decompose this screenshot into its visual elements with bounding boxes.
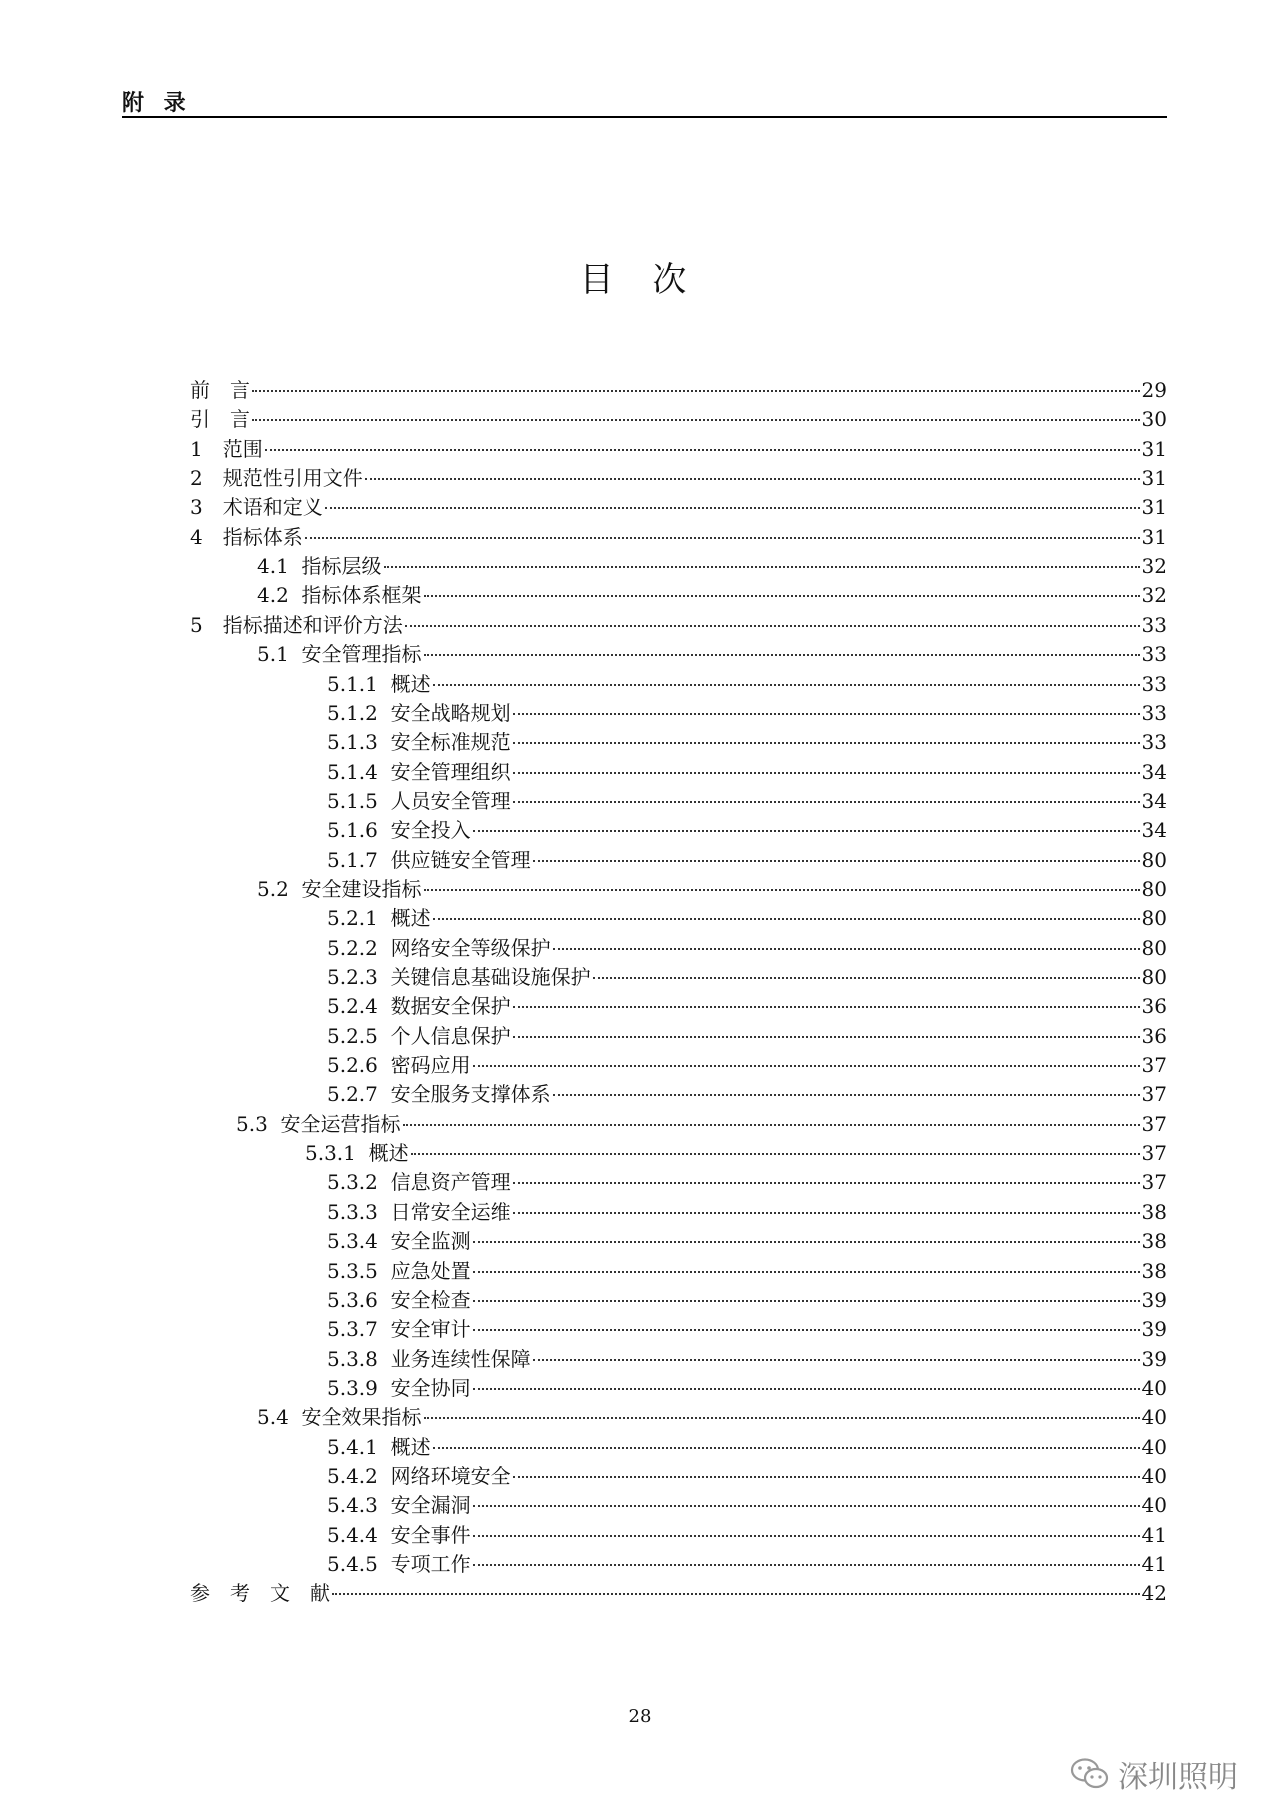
toc-leader-dots: [513, 1036, 1140, 1038]
toc-leader-dots: [433, 918, 1140, 920]
header-rule: [122, 116, 1167, 118]
toc-leader-dots: [533, 860, 1140, 862]
toc-leader-dots: [424, 1417, 1140, 1419]
toc-leader-dots: [473, 1329, 1140, 1331]
toc-entry-label: 5.2 安全建设指标: [257, 876, 422, 901]
toc-leader-dots: [473, 1271, 1140, 1273]
toc-entry-label: 5.3.8 业务连续性保障: [327, 1346, 531, 1371]
toc-entry[interactable]: [327, 1080, 1167, 1109]
toc-entry-page: 37: [1141, 1111, 1167, 1136]
toc-entry[interactable]: [327, 1168, 1167, 1197]
toc-entry-label: 5.4 安全效果指标: [257, 1405, 422, 1430]
toc-entry-label: 5.1.2 安全战略规划: [327, 700, 511, 725]
toc-leader-dots: [424, 889, 1140, 891]
toc-entry[interactable]: [257, 1403, 1167, 1432]
toc-leader-dots: [332, 1593, 1140, 1595]
toc-entry-page: 37: [1141, 1082, 1167, 1107]
toc-leader-dots: [513, 713, 1140, 715]
toc-entry[interactable]: [327, 1550, 1167, 1579]
toc-entry[interactable]: [327, 699, 1167, 728]
toc-title: 目 次: [579, 260, 701, 300]
toc-leader-dots: [513, 1476, 1140, 1478]
toc-leader-dots: [473, 1300, 1140, 1302]
toc-entry[interactable]: [327, 1462, 1167, 1491]
toc-leader-dots: [513, 1182, 1140, 1184]
toc-entry-label: 5.2.1 概述: [327, 906, 431, 931]
toc-leader-dots: [252, 419, 1140, 421]
toc-entry-label: 5.2.6 密码应用: [327, 1053, 471, 1078]
toc-entry-page: 33: [1141, 612, 1167, 637]
toc-leader-dots: [424, 654, 1140, 656]
toc-entry-label: 5.2.4 数据安全保护: [327, 994, 511, 1019]
toc-entry-label: 5.1.7 供应链安全管理: [327, 847, 531, 872]
toc-leader-dots: [384, 566, 1140, 568]
toc-entry-page: 36: [1141, 1023, 1167, 1048]
toc-entry[interactable]: [327, 1315, 1167, 1344]
toc-entry-page: 39: [1141, 1346, 1167, 1371]
toc-leader-dots: [403, 1124, 1140, 1126]
toc-entry-label: 5.2.5 个人信息保护: [327, 1023, 511, 1048]
toc-leader-dots: [553, 1094, 1140, 1096]
toc-entry-label: 参 考 文 献: [190, 1581, 330, 1606]
watermark-text: 深圳照明: [1118, 1760, 1238, 1795]
toc-entry-label: 5.1.4 安全管理组织: [327, 759, 511, 784]
toc-leader-dots: [365, 478, 1140, 480]
toc-entry[interactable]: [190, 376, 1167, 405]
toc-entry-page: 34: [1141, 759, 1167, 784]
toc-entry-page: 37: [1141, 1141, 1167, 1166]
toc-entry-page: 31: [1141, 524, 1167, 549]
toc-entry-page: 80: [1141, 876, 1167, 901]
toc-entry-label: 5.2.7 安全服务支撑体系: [327, 1082, 551, 1107]
toc-entry-page: 38: [1141, 1199, 1167, 1224]
toc-entry-page: 31: [1141, 495, 1167, 520]
toc-entry[interactable]: [327, 758, 1167, 787]
toc-leader-dots: [411, 1153, 1140, 1155]
toc-entry[interactable]: [257, 875, 1167, 904]
toc-entry-page: 42: [1141, 1581, 1167, 1606]
toc-entry-label: 引 言: [190, 407, 250, 432]
toc-entry-label: 3 术语和定义: [190, 495, 323, 520]
toc-leader-dots: [405, 625, 1140, 627]
toc-entry-page: 39: [1141, 1287, 1167, 1312]
toc-leader-dots: [513, 772, 1140, 774]
toc-entry[interactable]: [305, 1139, 1167, 1168]
toc-entry-page: 31: [1141, 466, 1167, 491]
toc-entry[interactable]: [327, 1374, 1167, 1403]
toc-leader-dots: [513, 1006, 1140, 1008]
toc-entry-page: 40: [1141, 1493, 1167, 1518]
toc-entry-page: 39: [1141, 1317, 1167, 1342]
toc-entry-label: 2 规范性引用文件: [190, 466, 363, 491]
toc-entry[interactable]: [327, 1286, 1167, 1315]
toc-entry-page: 80: [1141, 965, 1167, 989]
toc-entry-label: 5.1.1 概述: [327, 671, 431, 696]
toc-leader-dots: [473, 1535, 1140, 1537]
toc-entry-label: 4 指标体系: [190, 524, 303, 549]
toc-entry-page: 38: [1141, 1229, 1167, 1254]
toc-entry-label: 5.3.5 应急处置: [327, 1258, 471, 1283]
toc-entry[interactable]: [327, 1227, 1167, 1256]
toc-entry-label: 5.3 安全运营指标: [236, 1111, 401, 1136]
toc-leader-dots: [473, 1564, 1140, 1566]
toc-leader-dots: [325, 507, 1140, 509]
toc-leader-dots: [513, 742, 1140, 744]
toc-entry-label: 5.2.2 网络安全等级保护: [327, 935, 551, 960]
toc-entry-label: 4.2 指标体系框架: [257, 583, 422, 608]
toc-leader-dots: [533, 1359, 1140, 1361]
toc-entry[interactable]: [327, 670, 1167, 699]
appendix-header: 附 录: [122, 91, 192, 116]
toc-entry-label: 5.1.3 安全标准规范: [327, 730, 511, 755]
toc-entry[interactable]: [190, 405, 1167, 434]
toc-entry-page: 30: [1141, 407, 1167, 432]
toc-entry-label: 5.3.3 日常安全运维: [327, 1199, 511, 1224]
wechat-icon: [1070, 1757, 1110, 1791]
toc-entry[interactable]: [190, 611, 1167, 640]
toc-entry-page: 37: [1141, 1053, 1167, 1078]
toc-entry-label: 5.4.3 安全漏洞: [327, 1493, 471, 1518]
toc-entry-page: 34: [1141, 818, 1167, 843]
toc-entry[interactable]: [327, 1345, 1167, 1374]
toc-entry-label: 5.2.3 关键信息基础设施保护: [327, 965, 591, 989]
toc-entry-page: 34: [1141, 788, 1167, 813]
toc-entry-page: 37: [1141, 1170, 1167, 1195]
toc-entry-page: 33: [1141, 700, 1167, 725]
toc-entry-label: 5 指标描述和评价方法: [190, 612, 403, 637]
toc-leader-dots: [513, 801, 1140, 803]
toc-entry-page: 41: [1141, 1522, 1167, 1547]
toc-entry-page: 40: [1141, 1434, 1167, 1459]
toc-entry[interactable]: [257, 581, 1167, 610]
toc-entry[interactable]: [190, 435, 1167, 464]
page-number: 28: [628, 1706, 652, 1727]
toc-entry-label: 1 范围: [190, 436, 263, 461]
toc-entry-page: 80: [1141, 935, 1167, 960]
toc-entry-label: 5.4.2 网络环境安全: [327, 1463, 511, 1488]
toc-leader-dots: [265, 449, 1140, 451]
toc-entry-label: 4.1 指标层级: [257, 554, 382, 579]
watermark: [1070, 1752, 1238, 1796]
toc-entry-label: 5.1.6 安全投入: [327, 818, 471, 843]
toc-entry[interactable]: [327, 816, 1167, 845]
toc-leader-dots: [513, 1212, 1140, 1214]
toc-entry-label: 前 言: [190, 378, 250, 402]
toc-entry[interactable]: [327, 1022, 1167, 1051]
toc-entry-page: 32: [1141, 583, 1167, 608]
toc-entry-label: 5.3.9 安全协同: [327, 1375, 471, 1400]
toc-entry-page: 31: [1141, 436, 1167, 461]
toc-leader-dots: [424, 595, 1140, 597]
toc-entry[interactable]: [327, 846, 1167, 875]
toc-entry[interactable]: [327, 992, 1167, 1021]
toc-entry[interactable]: [327, 787, 1167, 816]
toc-entry-page: 36: [1141, 994, 1167, 1019]
toc-entry[interactable]: [327, 1491, 1167, 1520]
toc-leader-dots: [593, 977, 1140, 979]
toc-entry[interactable]: [327, 1198, 1167, 1227]
toc-entry-label: 5.3.7 安全审计: [327, 1317, 471, 1342]
toc-entry-label: 5.3.4 安全监测: [327, 1229, 471, 1254]
toc-leader-dots: [433, 1447, 1140, 1449]
toc-entry[interactable]: [327, 904, 1167, 933]
toc-leader-dots: [305, 537, 1140, 539]
toc-entry-page: 33: [1141, 671, 1167, 696]
toc-entry-page: 32: [1141, 554, 1167, 579]
toc-entry-page: 40: [1141, 1405, 1167, 1430]
toc-leader-dots: [252, 390, 1140, 392]
toc-entry[interactable]: [190, 464, 1167, 493]
toc-entry[interactable]: [327, 1257, 1167, 1286]
toc-entry-label: 5.3.6 安全检查: [327, 1287, 471, 1312]
toc-entry[interactable]: [327, 1433, 1167, 1462]
toc-entry-label: 5.3.2 信息资产管理: [327, 1170, 511, 1195]
toc-entry[interactable]: [327, 1521, 1167, 1550]
toc-entry[interactable]: [327, 934, 1167, 963]
toc-entry-page: 40: [1141, 1463, 1167, 1488]
toc-entry[interactable]: [327, 728, 1167, 757]
toc-entry-page: 33: [1141, 730, 1167, 755]
toc-entry-label: 5.3.1 概述: [305, 1141, 409, 1166]
toc-entry-page: 38: [1141, 1258, 1167, 1283]
toc-leader-dots: [473, 830, 1140, 832]
toc-entry[interactable]: [257, 640, 1167, 669]
toc-entry-label: 5.4.5 专项工作: [327, 1552, 471, 1576]
toc-entry[interactable]: [257, 552, 1167, 581]
toc-leader-dots: [473, 1241, 1140, 1243]
toc-entry[interactable]: [327, 1051, 1167, 1080]
toc-entry-page: 40: [1141, 1375, 1167, 1400]
toc-entry[interactable]: [327, 963, 1167, 992]
toc-leader-dots: [473, 1065, 1140, 1067]
toc-entry-label: 5.4.1 概述: [327, 1434, 431, 1459]
toc-entry-page: 41: [1141, 1552, 1167, 1576]
toc-entry-label: 5.1 安全管理指标: [257, 642, 422, 667]
toc-leader-dots: [473, 1388, 1140, 1390]
toc-entry-page: 33: [1141, 642, 1167, 667]
toc-entry[interactable]: [190, 523, 1167, 552]
toc-leader-dots: [473, 1505, 1140, 1507]
toc-entry[interactable]: [190, 493, 1167, 522]
toc-entry[interactable]: [236, 1110, 1167, 1139]
toc-entry-page: 80: [1141, 847, 1167, 872]
toc-entry-page: 29: [1141, 378, 1167, 402]
toc-leader-dots: [433, 684, 1140, 686]
toc-entry-page: 80: [1141, 906, 1167, 931]
toc-entry[interactable]: [190, 1579, 1167, 1608]
toc-entry-label: 5.1.5 人员安全管理: [327, 788, 511, 813]
toc-entry-label: 5.4.4 安全事件: [327, 1522, 471, 1547]
toc-leader-dots: [553, 948, 1140, 950]
